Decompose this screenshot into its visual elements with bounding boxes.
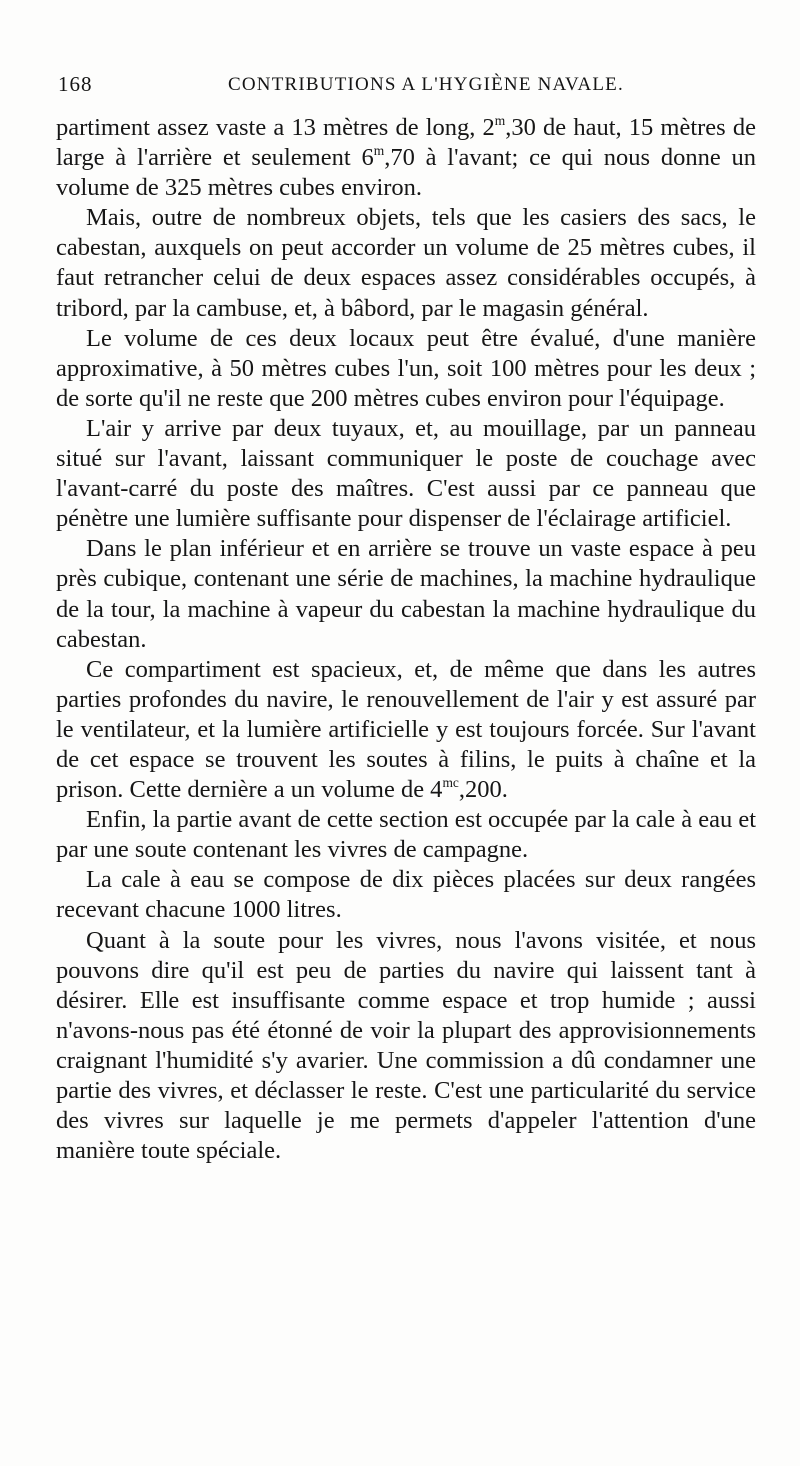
- paragraph-4: L'air y arrive par deux tuyaux, et, au mouillage, par un panneau situé sur l'avant, laissant communiquer le poste de couchage avec l'avant-carré du poste des maîtres. C'est aussi par ce panneau que pénètre une lumière suffisante pour dispenser de l'éclairage artificiel.: [56, 414, 756, 533]
- paragraph-1-part-3: ,70 à l'avant; ce qui nous donne un volume de 325 mètres cubes environ.: [56, 144, 756, 202]
- paragraph-1-part-1: partiment assez vaste a 13 mètres de long, 2: [56, 114, 495, 141]
- paragraph-6-superscript: mc: [442, 774, 459, 790]
- paragraph-9: Quant à la soute pour les vivres, nous l'avons visitée, et nous pouvons dire qu'il est peu de parties du navire qui laissent tant à désirer. Elle est insuffisante comme espace et trop humide ; aussi n'avons-nous pas été étonné de voir la plupart des approvisionnements craignant l'humidité s'y avarier. Une commission a dû condamner une partie des vivres, et déclasser le reste. C'est une particularité du service des vivres sur laquelle je me permets d'appeler l'attention d'une manière toute spéciale.: [56, 926, 756, 1165]
- page-number: 168: [58, 72, 93, 96]
- paragraph-7: Enfin, la partie avant de cette section est occupée par la cale à eau et par une soute contenant les vivres de campagne.: [56, 806, 756, 864]
- paragraph-1: [56, 113, 756, 203]
- paragraph-1-part-2: ,30 de haut, 15 mètres de large à l'arrière et seulement 6: [56, 114, 756, 172]
- paragraph-6-part-2: ,200.: [458, 776, 508, 804]
- paragraph-6: [56, 655, 756, 805]
- paragraph-6-part-1: Ce compartiment est spacieux, et, de même que dans les autres parties profondes du navire, le renouvellement de l'air y est assuré par le ventilateur, et la lumière artificielle y est toujours forcée. Sur l'avant de cet espace se trouvent les soutes à filins, le puits à chaîne et la prison. Cette dernière a un volume de 4: [56, 655, 756, 804]
- paragraph-8: La cale à eau se compose de dix pièces placées sur deux rangées recevant chacune 1000 litres.: [56, 866, 756, 924]
- page-header: [58, 72, 758, 102]
- paragraph-3: Le volume de ces deux locaux peut être évalué, d'une manière approximative, à 50 mètres cubes l'un, soit 100 mètres pour les deux ; de sorte qu'il ne reste que 200 mètres cubes environ pour l'équipage.: [56, 324, 756, 412]
- paragraph-1-superscript-2: m: [373, 143, 385, 158]
- paragraph-2: Mais, outre de nombreux objets, tels que les casiers des sacs, le cabestan, auxquels on peut accorder un volume de 25 mètres cubes, il faut retrancher celui de deux espaces assez considérables occupés, à tribord, par la cambuse, et, à bâbord, par le magasin général.: [56, 204, 756, 322]
- paragraph-1-superscript-1: m: [494, 112, 506, 128]
- body-text: [56, 113, 756, 1166]
- paragraph-5: Dans le plan inférieur et en arrière se trouve un vaste espace à peu près cubique, contenant une série de machines, la machine hydraulique de la tour, la machine à vapeur du cabestan la machine hydraulique du cabestan.: [56, 535, 756, 653]
- running-title: CONTRIBUTIONS A L'HYGIÈNE NAVALE.: [228, 74, 624, 95]
